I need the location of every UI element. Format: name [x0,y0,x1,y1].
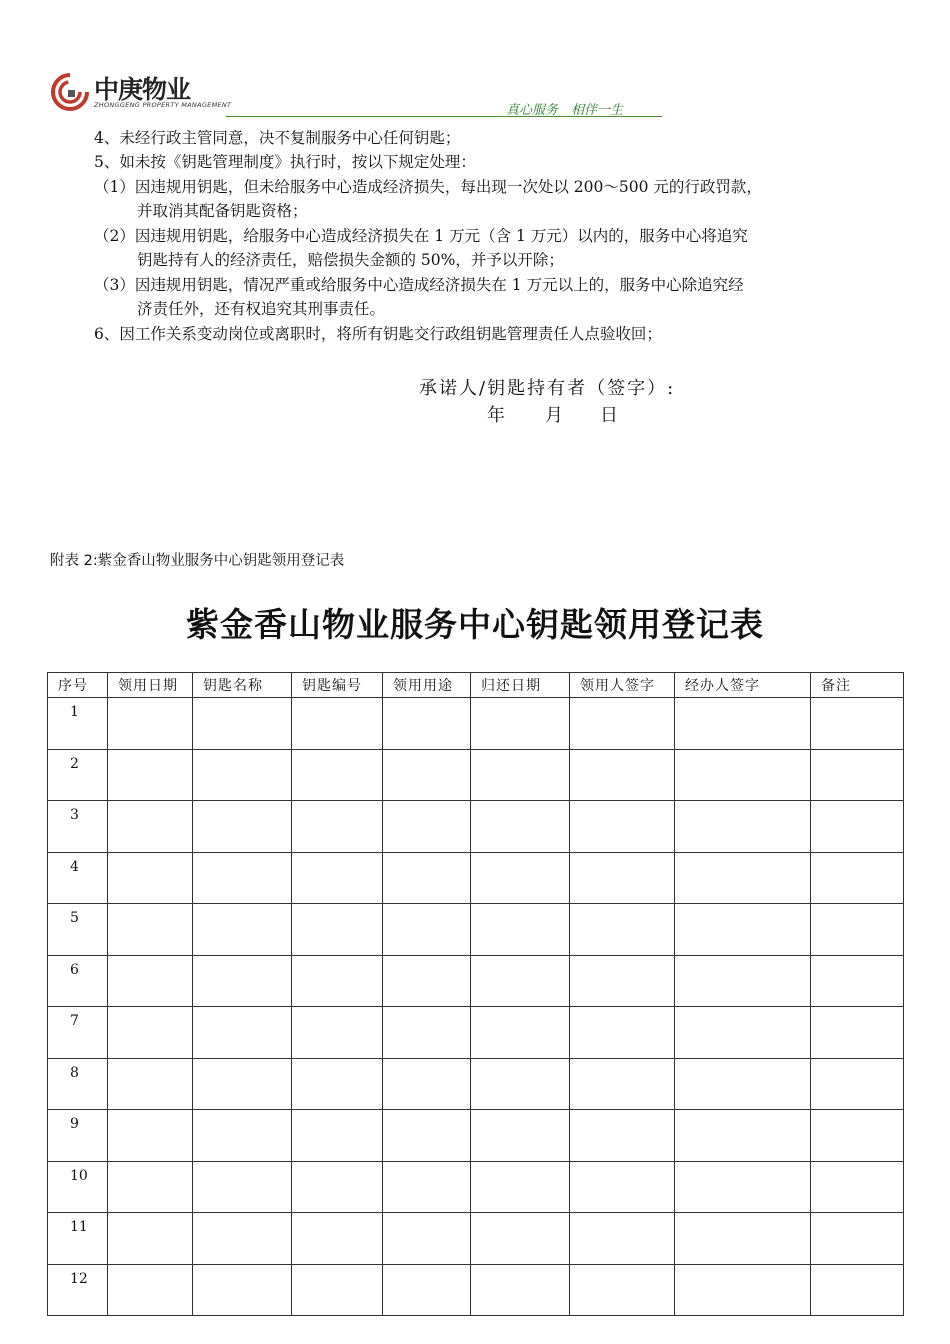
key-register-table [47,672,904,1316]
blank-entry-cell[interactable] [108,955,193,1007]
logo-subtitle: ZHONGGENG PROPERTY MANAGEMENT [94,101,232,109]
blank-entry-cell[interactable] [471,749,570,801]
blank-entry-cell[interactable] [292,1110,383,1162]
table-row [48,904,904,956]
blank-entry-cell[interactable] [108,1161,193,1213]
blank-entry-cell[interactable] [570,1264,675,1316]
blank-entry-cell[interactable] [675,955,811,1007]
blank-entry-cell[interactable] [383,749,471,801]
blank-entry-cell[interactable] [292,904,383,956]
blank-entry-cell[interactable] [471,1213,570,1265]
signature-label: 承诺人/钥匙持有者（签字）: [419,378,676,399]
blank-entry-cell[interactable] [811,1161,904,1213]
row-serial-number: 7 [48,1007,108,1059]
row-serial-number: 5 [48,904,108,956]
blank-entry-cell[interactable] [675,801,811,853]
blank-entry-cell[interactable] [193,1161,292,1213]
blank-entry-cell[interactable] [675,698,811,750]
table-title: 紫金香山物业服务中心钥匙领用登记表 [186,605,764,644]
clause-6: 6、因工作关系变动岗位或离职时，将所有钥匙交行政组钥匙管理责任人点验收回； [94,325,662,343]
blank-entry-cell[interactable] [811,1213,904,1265]
table-row [48,1161,904,1213]
blank-entry-cell[interactable] [811,852,904,904]
blank-entry-cell[interactable] [811,749,904,801]
col-header-return-date: 归还日期 [471,673,570,698]
blank-entry-cell[interactable] [292,801,383,853]
clause-5-2-cont: 钥匙持有人的经济责任，赔偿损失金额的 50%，并予以开除； [137,251,564,269]
table-header-row [48,673,904,698]
row-serial-number: 3 [48,801,108,853]
col-header-key-name: 钥匙名称 [193,673,292,698]
blank-entry-cell[interactable] [471,1110,570,1162]
clause-5-3-cont: 济责任外，还有权追究其刑事责任。 [137,300,386,318]
blank-entry-cell[interactable] [675,1110,811,1162]
blank-entry-cell[interactable] [570,955,675,1007]
blank-entry-cell[interactable] [675,1264,811,1316]
row-serial-number: 4 [48,852,108,904]
blank-entry-cell[interactable] [383,1161,471,1213]
col-header-remarks: 备注 [811,673,904,698]
clause-5-3: （3）因违规用钥匙，情况严重或给服务中心造成经济损失在 1 万元以上的，服务中心除追究经 [94,276,744,294]
table-row [48,852,904,904]
header-slogan: 真心服务 相伴一生 [506,103,624,118]
row-serial-number: 8 [48,1058,108,1110]
table-row [48,1213,904,1265]
blank-entry-cell[interactable] [570,852,675,904]
blank-entry-cell[interactable] [193,801,292,853]
row-serial-number: 12 [48,1264,108,1316]
blank-entry-cell[interactable] [383,1110,471,1162]
blank-entry-cell[interactable] [383,801,471,853]
signature-year: 年 [487,405,505,426]
col-header-serial: 序号 [48,673,108,698]
blank-entry-cell[interactable] [471,801,570,853]
blank-entry-cell[interactable] [383,904,471,956]
col-header-purpose: 领用用途 [383,673,471,698]
clause-5-1: （1）因违规用钥匙，但未给服务中心造成经济损失，每出现一次处以 200～500 元的行政罚款， [94,178,762,196]
blank-entry-cell[interactable] [811,1058,904,1110]
blank-entry-cell[interactable] [292,1264,383,1316]
blank-entry-cell[interactable] [193,1007,292,1059]
logo-swirl-icon [50,72,90,112]
col-header-issue-date: 领用日期 [108,673,193,698]
blank-entry-cell[interactable] [193,1058,292,1110]
blank-entry-cell[interactable] [383,698,471,750]
blank-entry-cell[interactable] [570,698,675,750]
col-header-key-number: 钥匙编号 [292,673,383,698]
blank-entry-cell[interactable] [383,955,471,1007]
blank-entry-cell[interactable] [570,1058,675,1110]
blank-entry-cell[interactable] [675,904,811,956]
blank-entry-cell[interactable] [675,1007,811,1059]
clause-5-1-cont: 并取消其配备钥匙资格； [137,202,308,220]
clause-5-2: （2）因违规用钥匙，给服务中心造成经济损失在 1 万元（含 1 万元）以内的，服务中心将追究 [94,227,748,245]
blank-entry-cell[interactable] [108,1058,193,1110]
blank-entry-cell[interactable] [292,852,383,904]
blank-entry-cell[interactable] [811,904,904,956]
table-row [48,955,904,1007]
blank-entry-cell[interactable] [193,852,292,904]
blank-entry-cell[interactable] [108,1007,193,1059]
blank-entry-cell[interactable] [193,698,292,750]
logo-name: 中庚物业 [94,75,191,104]
table-row [48,1264,904,1316]
clause-4: 4、未经行政主管同意，决不复制服务中心任何钥匙； [94,129,461,147]
blank-entry-cell[interactable] [193,904,292,956]
blank-entry-cell[interactable] [193,1264,292,1316]
blank-entry-cell[interactable] [383,1213,471,1265]
blank-entry-cell[interactable] [108,852,193,904]
header-divider [226,116,662,117]
blank-entry-cell[interactable] [811,1110,904,1162]
col-header-handler-signature: 经办人签字 [675,673,811,698]
blank-entry-cell[interactable] [811,1007,904,1059]
blank-entry-cell[interactable] [383,1058,471,1110]
blank-entry-cell[interactable] [570,904,675,956]
blank-entry-cell[interactable] [675,1058,811,1110]
table-row [48,698,904,750]
col-header-receiver-signature: 领用人签字 [570,673,675,698]
blank-entry-cell[interactable] [108,904,193,956]
blank-entry-cell[interactable] [675,1161,811,1213]
blank-entry-cell[interactable] [108,1213,193,1265]
appendix-label: 附表 2:紫金香山物业服务中心钥匙领用登记表 [50,553,345,569]
blank-entry-cell[interactable] [471,1161,570,1213]
row-serial-number: 2 [48,749,108,801]
blank-entry-cell[interactable] [675,749,811,801]
table-row [48,749,904,801]
table-row [48,1110,904,1162]
blank-entry-cell[interactable] [383,1264,471,1316]
blank-entry-cell[interactable] [108,749,193,801]
blank-entry-cell[interactable] [471,1058,570,1110]
blank-entry-cell[interactable] [108,698,193,750]
row-serial-number: 10 [48,1161,108,1213]
company-logo [50,68,230,114]
blank-entry-cell[interactable] [292,955,383,1007]
table-row [48,801,904,853]
blank-entry-cell[interactable] [471,852,570,904]
blank-entry-cell[interactable] [108,1264,193,1316]
blank-entry-cell[interactable] [675,852,811,904]
row-serial-number: 6 [48,955,108,1007]
blank-entry-cell[interactable] [675,1213,811,1265]
blank-entry-cell[interactable] [193,749,292,801]
blank-entry-cell[interactable] [471,1264,570,1316]
signature-day: 日 [600,405,618,426]
blank-entry-cell[interactable] [292,1058,383,1110]
signature-month: 月 [545,405,563,426]
blank-entry-cell[interactable] [570,1007,675,1059]
blank-entry-cell[interactable] [570,1213,675,1265]
blank-entry-cell[interactable] [383,852,471,904]
blank-entry-cell[interactable] [471,904,570,956]
blank-entry-cell[interactable] [108,1110,193,1162]
blank-entry-cell[interactable] [811,698,904,750]
row-serial-number: 11 [48,1213,108,1265]
blank-entry-cell[interactable] [471,1007,570,1059]
blank-entry-cell[interactable] [292,1213,383,1265]
blank-entry-cell[interactable] [811,955,904,1007]
blank-entry-cell[interactable] [570,801,675,853]
table-row [48,1058,904,1110]
blank-entry-cell[interactable] [193,1213,292,1265]
blank-entry-cell[interactable] [292,1007,383,1059]
blank-entry-cell[interactable] [570,1110,675,1162]
blank-entry-cell[interactable] [471,955,570,1007]
blank-entry-cell[interactable] [811,801,904,853]
blank-entry-cell[interactable] [193,1110,292,1162]
row-serial-number: 1 [48,698,108,750]
blank-entry-cell[interactable] [292,1161,383,1213]
blank-entry-cell[interactable] [383,1007,471,1059]
blank-entry-cell[interactable] [108,801,193,853]
blank-entry-cell[interactable] [570,1161,675,1213]
blank-entry-cell[interactable] [292,749,383,801]
clause-5: 5、如未按《钥匙管理制度》执行时，按以下规定处理： [94,153,476,171]
blank-entry-cell[interactable] [570,749,675,801]
blank-entry-cell[interactable] [193,955,292,1007]
blank-entry-cell[interactable] [811,1264,904,1316]
row-serial-number: 9 [48,1110,108,1162]
blank-entry-cell[interactable] [292,698,383,750]
blank-entry-cell[interactable] [471,698,570,750]
table-row [48,1007,904,1059]
